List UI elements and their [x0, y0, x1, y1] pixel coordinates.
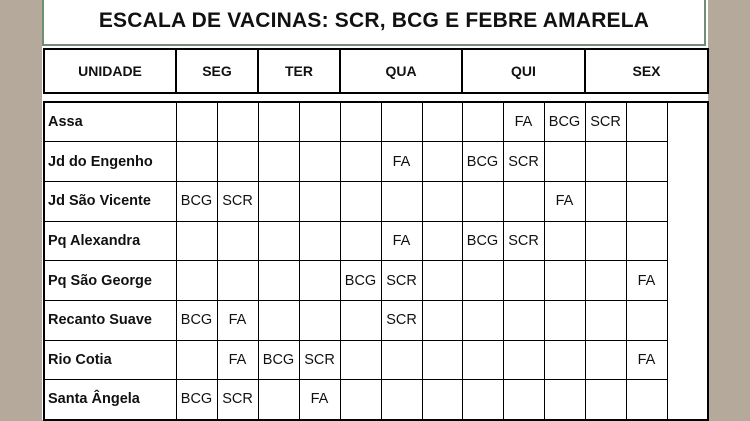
table-row	[44, 181, 708, 221]
unit-name-cell: Santa Ângela	[44, 380, 176, 420]
schedule-cell	[544, 380, 585, 420]
schedule-cell	[503, 340, 544, 380]
schedule-cell	[258, 261, 299, 301]
schedule-cell	[626, 181, 667, 221]
schedule-cell	[258, 102, 299, 142]
schedule-cell: FA	[381, 221, 422, 261]
schedule-cell	[544, 300, 585, 340]
schedule-cell	[422, 340, 462, 380]
title-box	[42, 0, 706, 46]
schedule-cell	[626, 102, 667, 142]
schedule-cell	[381, 340, 422, 380]
schedule-cell	[585, 380, 626, 420]
schedule-cell	[462, 380, 503, 420]
schedule-cell: SCR	[299, 340, 340, 380]
header-day-ter: TER	[258, 49, 340, 93]
schedule-cell	[422, 300, 462, 340]
schedule-cell	[340, 300, 381, 340]
schedule-cell	[176, 261, 217, 301]
unit-name-cell: Rio Cotia	[44, 340, 176, 380]
schedule-cell	[585, 340, 626, 380]
unit-name-cell: Pq Alexandra	[44, 221, 176, 261]
schedule-header	[43, 48, 709, 94]
table-row	[44, 380, 708, 420]
schedule-cell	[258, 300, 299, 340]
schedule-cell	[503, 300, 544, 340]
table-row	[44, 261, 708, 301]
unit-name-cell: Recanto Suave	[44, 300, 176, 340]
schedule-cell	[340, 102, 381, 142]
schedule-cell: FA	[626, 340, 667, 380]
schedule-cell	[544, 261, 585, 301]
schedule-cell	[299, 102, 340, 142]
schedule-cell	[626, 380, 667, 420]
schedule-cell: BCG	[176, 181, 217, 221]
schedule-cell	[626, 300, 667, 340]
table-row	[44, 221, 708, 261]
schedule-cell	[176, 221, 217, 261]
schedule-cell	[217, 102, 258, 142]
schedule-cell	[626, 221, 667, 261]
schedule-cell	[340, 142, 381, 182]
schedule-cell	[422, 380, 462, 420]
schedule-cell	[462, 300, 503, 340]
schedule-cell	[217, 142, 258, 182]
schedule-cell	[585, 221, 626, 261]
schedule-cell	[340, 181, 381, 221]
schedule-cell	[503, 380, 544, 420]
schedule-cell: BCG	[462, 142, 503, 182]
schedule-cell: FA	[626, 261, 667, 301]
schedule-cell: FA	[299, 380, 340, 420]
schedule-cell: FA	[381, 142, 422, 182]
header-day-sex: SEX	[585, 49, 708, 93]
schedule-cell: SCR	[217, 181, 258, 221]
table-row	[44, 300, 708, 340]
schedule-cell: FA	[503, 102, 544, 142]
schedule-cell	[626, 142, 667, 182]
schedule-cell	[299, 142, 340, 182]
schedule-cell	[544, 221, 585, 261]
schedule-cell	[462, 261, 503, 301]
schedule-cell	[299, 181, 340, 221]
table-row	[44, 102, 708, 142]
schedule-cell	[340, 221, 381, 261]
schedule-cell: BCG	[176, 380, 217, 420]
schedule-cell: SCR	[381, 261, 422, 301]
header-day-qua: QUA	[340, 49, 462, 93]
unit-name-cell: Assa	[44, 102, 176, 142]
header-day-seg: SEG	[176, 49, 258, 93]
schedule-cell	[176, 340, 217, 380]
schedule-cell: BCG	[340, 261, 381, 301]
schedule-cell	[258, 221, 299, 261]
schedule-cell: SCR	[381, 300, 422, 340]
schedule-cell	[217, 261, 258, 301]
schedule-cell	[544, 340, 585, 380]
schedule-cell	[299, 221, 340, 261]
schedule-cell	[299, 261, 340, 301]
schedule-cell	[176, 142, 217, 182]
schedule-cell	[462, 181, 503, 221]
schedule-cell	[585, 261, 626, 301]
unit-name-cell: Jd do Engenho	[44, 142, 176, 182]
schedule-cell: SCR	[217, 380, 258, 420]
schedule-cell: BCG	[544, 102, 585, 142]
schedule-cell	[299, 300, 340, 340]
schedule-cell	[462, 340, 503, 380]
schedule-cell	[422, 261, 462, 301]
schedule-cell: SCR	[503, 142, 544, 182]
schedule-cell	[422, 181, 462, 221]
schedule-cell	[503, 181, 544, 221]
unit-name-cell: Jd São Vicente	[44, 181, 176, 221]
schedule-cell: BCG	[258, 340, 299, 380]
schedule-cell	[503, 261, 544, 301]
schedule-cell	[381, 181, 422, 221]
schedule-cell	[544, 142, 585, 182]
schedule-cell	[585, 300, 626, 340]
schedule-cell	[340, 380, 381, 420]
schedule-cell: FA	[217, 340, 258, 380]
table-row	[44, 340, 708, 380]
header-unit: UNIDADE	[44, 49, 176, 93]
header-day-qui: QUI	[462, 49, 585, 93]
schedule-cell	[258, 142, 299, 182]
schedule-cell: FA	[544, 181, 585, 221]
schedule-cell	[381, 102, 422, 142]
schedule-cell	[340, 340, 381, 380]
schedule-cell	[176, 102, 217, 142]
schedule-cell: FA	[217, 300, 258, 340]
schedule-cell	[585, 142, 626, 182]
schedule-cell: BCG	[176, 300, 217, 340]
table-row	[44, 142, 708, 182]
schedule-cell	[217, 221, 258, 261]
schedule-cell	[462, 102, 503, 142]
schedule-cell: SCR	[585, 102, 626, 142]
schedule-cell	[585, 181, 626, 221]
schedule-cell	[422, 142, 462, 182]
schedule-cell	[258, 181, 299, 221]
schedule-cell	[258, 380, 299, 420]
page-title: ESCALA DE VACINAS: SCR, BCG E FEBRE AMARELA	[98, 9, 650, 32]
schedule-cell: BCG	[462, 221, 503, 261]
unit-name-cell: Pq São George	[44, 261, 176, 301]
schedule-cell	[381, 380, 422, 420]
schedule-table	[43, 101, 709, 421]
schedule-cell	[422, 221, 462, 261]
schedule-cell	[422, 102, 462, 142]
schedule-cell: SCR	[503, 221, 544, 261]
